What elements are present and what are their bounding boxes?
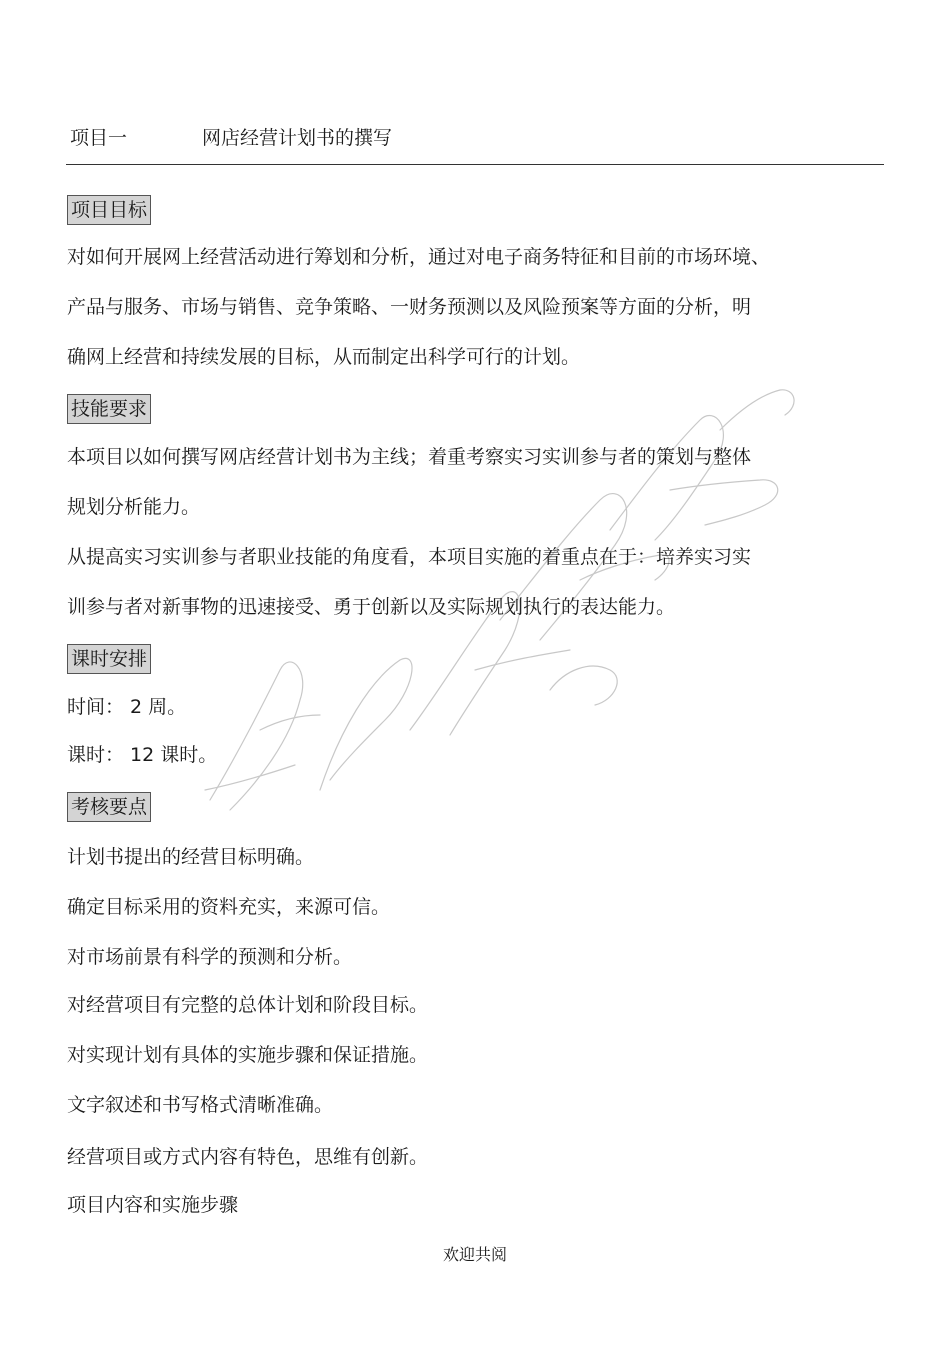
schedule-line: 课时： 12 课时。 xyxy=(67,744,218,766)
skills-line: 从提高实习实训参与者职业技能的角度看，本项目实施的着重点在于：培养实习实 xyxy=(67,546,752,568)
assessment-line: 对市场前景有科学的预测和分析。 xyxy=(67,946,353,968)
assessment-line: 确定目标采用的资料充实，来源可信。 xyxy=(67,896,391,918)
assessment-line: 项目内容和实施步骤 xyxy=(67,1194,239,1216)
goal-line: 确网上经营和持续发展的目标，从而制定出科学可行的计划。 xyxy=(67,346,581,368)
goal-line: 对如何开展网上经营活动进行筹划和分析，通过对电子商务特征和目前的市场环境、 xyxy=(67,246,771,268)
skills-line: 规划分析能力。 xyxy=(67,496,201,518)
header-divider xyxy=(66,164,884,165)
assessment-line: 对实现计划有具体的实施步骤和保证措施。 xyxy=(67,1044,429,1066)
section-tag-skills: 技能要求 xyxy=(67,394,151,424)
project-title: 网店经营计划书的撰写 xyxy=(202,127,393,149)
assessment-line: 对经营项目有完整的总体计划和阶段目标。 xyxy=(67,994,429,1016)
section-tag-goal: 项目目标 xyxy=(67,195,151,225)
skills-line: 训参与者对新事物的迅速接受、勇于创新以及实际规划执行的表达能力。 xyxy=(67,596,676,618)
goal-line: 产品与服务、市场与销售、竞争策略、一财务预测以及风险预案等方面的分析，明 xyxy=(67,296,752,318)
skills-line: 本项目以如何撰写网店经营计划书为主线；着重考察实习实训参与者的策划与整体 xyxy=(67,446,752,468)
section-tag-schedule: 课时安排 xyxy=(67,644,151,674)
project-number: 项目一 xyxy=(70,127,128,149)
assessment-line: 计划书提出的经营目标明确。 xyxy=(67,846,315,868)
page-footer: 欢迎共阅 xyxy=(442,1245,507,1264)
assessment-line: 文字叙述和书写格式清晰准确。 xyxy=(67,1094,334,1116)
assessment-line: 经营项目或方式内容有特色，思维有创新。 xyxy=(67,1146,429,1168)
schedule-line: 时间： 2 周。 xyxy=(67,696,187,718)
section-tag-assessment: 考核要点 xyxy=(67,792,151,822)
